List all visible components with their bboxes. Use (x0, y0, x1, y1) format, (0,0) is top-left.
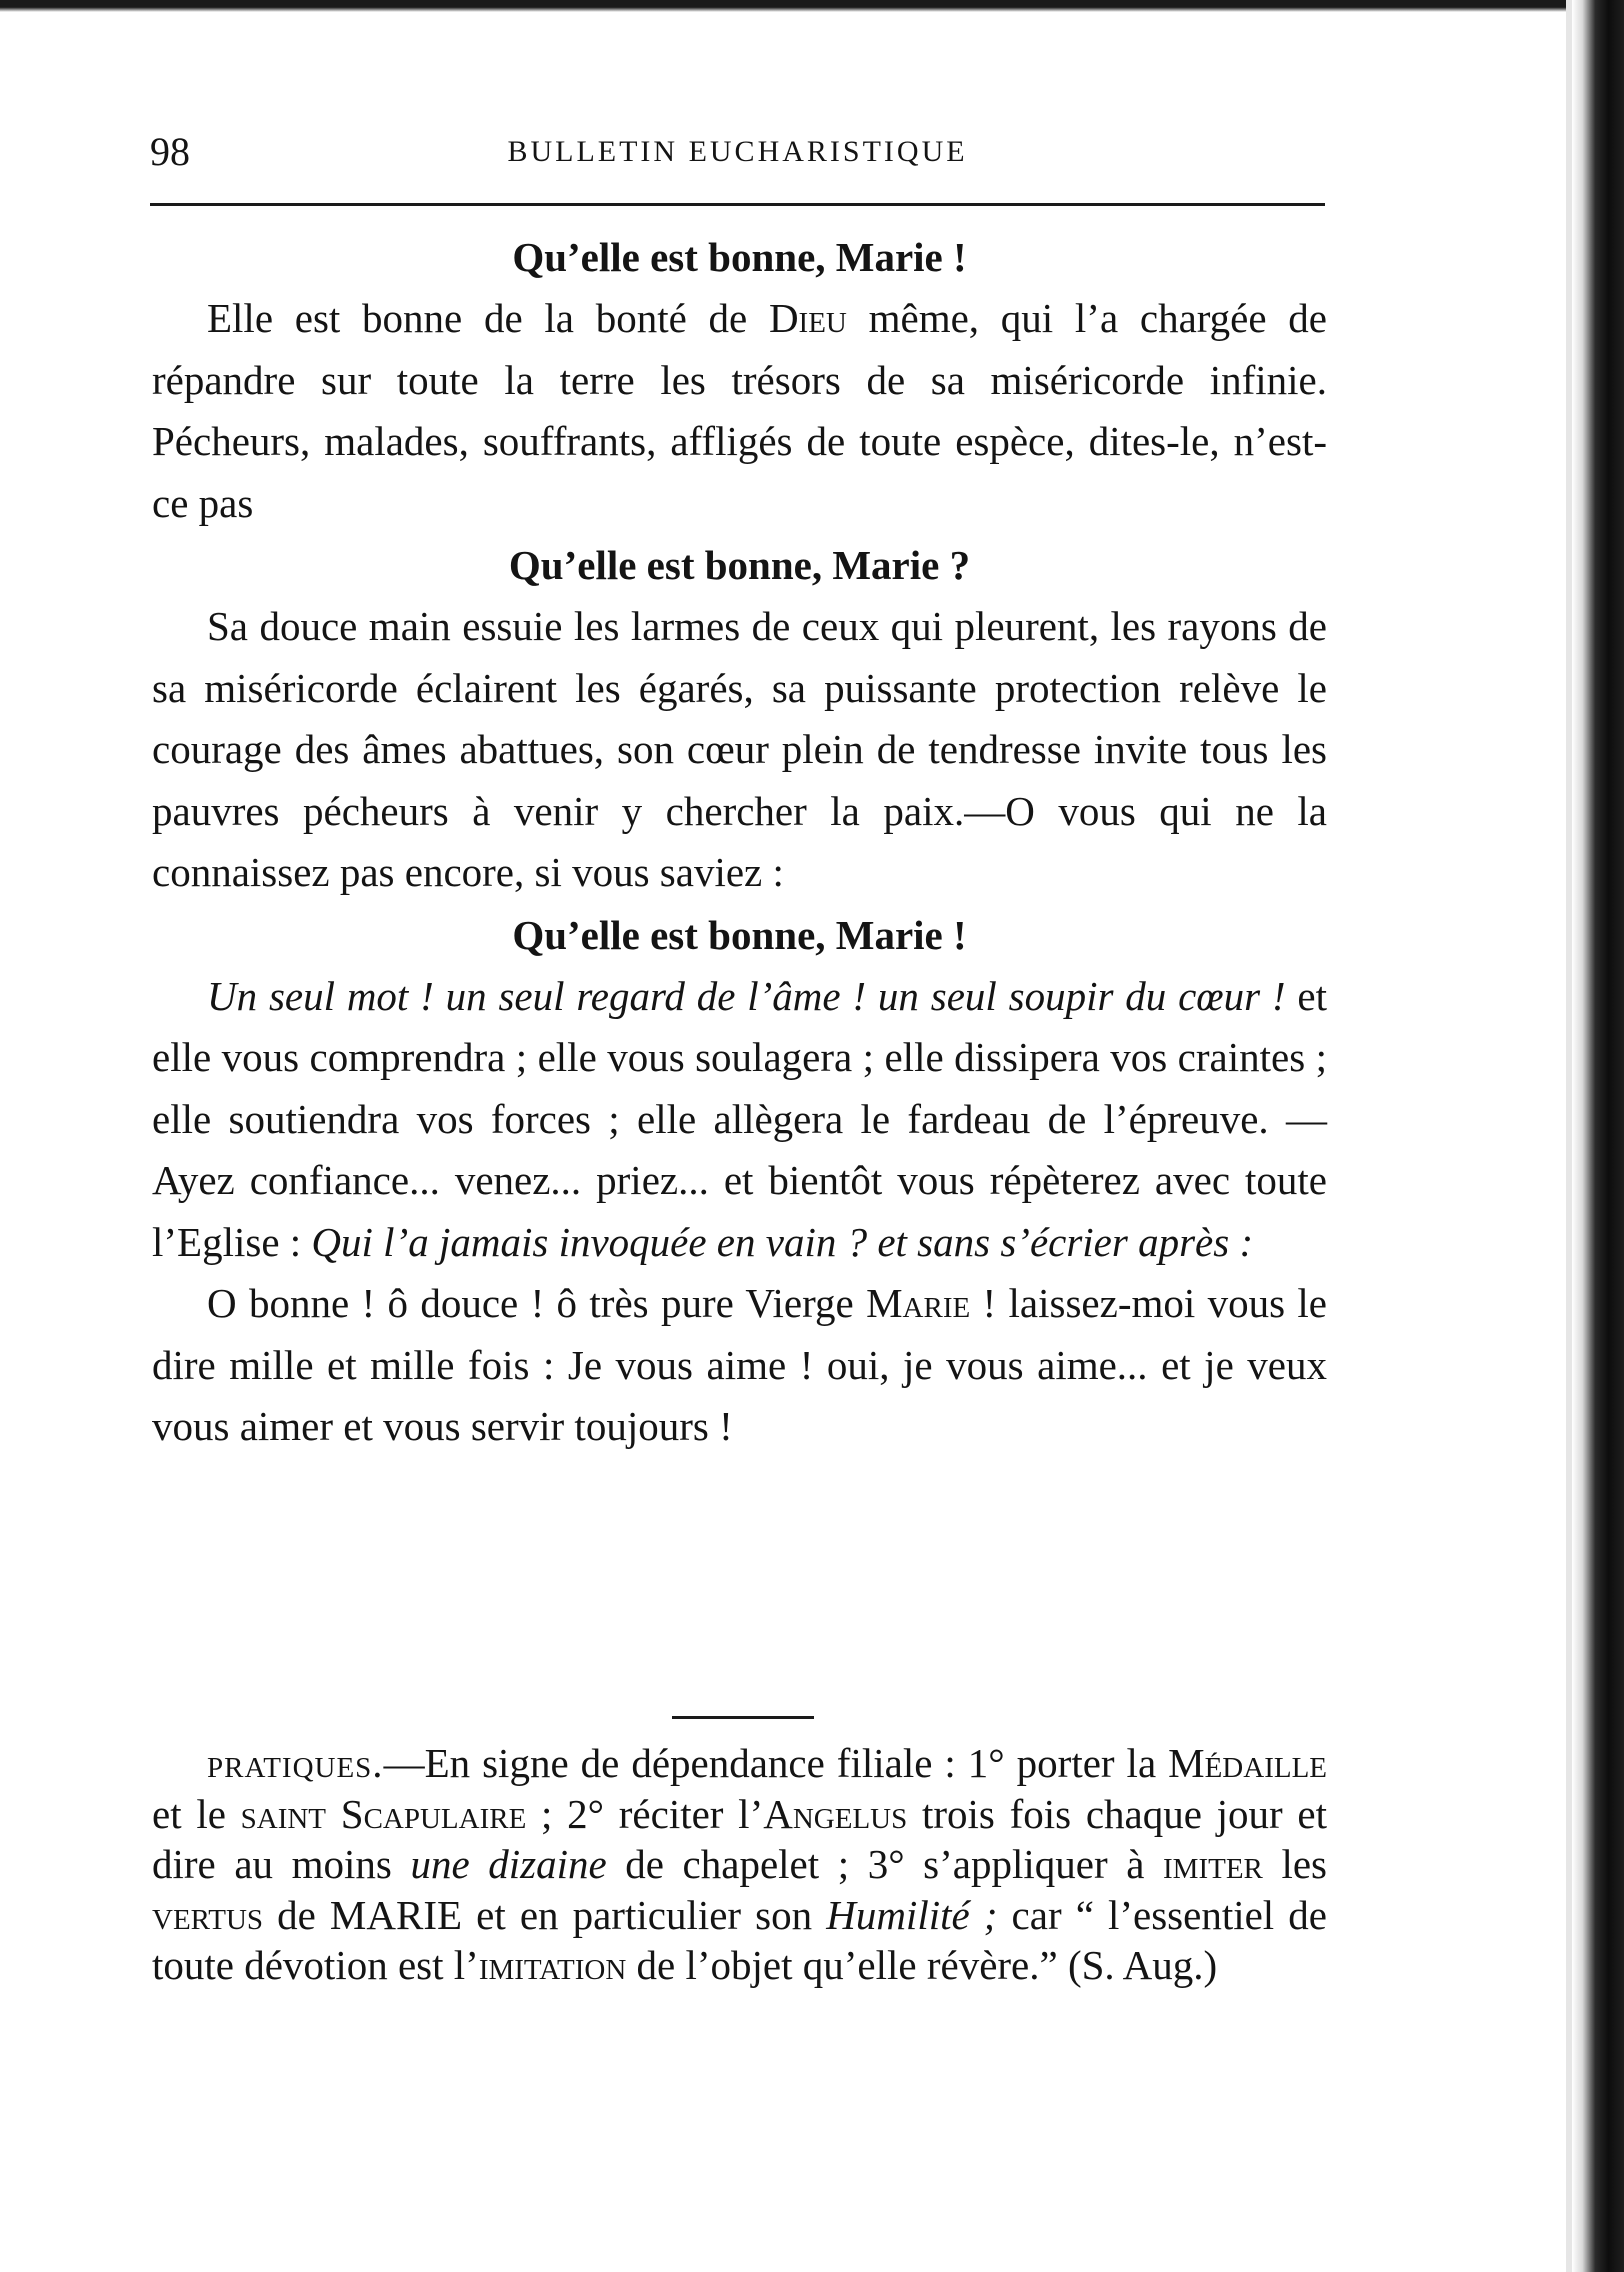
paragraph-2: Sa douce main essuie les larmes de ceux qui pleurent, les rayons de sa miséricorde éclairent les égarés, sa puissante protection relève le courage des âmes abattues, son cœur plein de tendresse invite tous les pauvres pécheurs à venir y chercher la paix.—O vous qui ne la connaissez pas encore, si vous saviez : (152, 603, 1327, 895)
word-scapulaire: Scapulaire (340, 1790, 527, 1837)
running-head (150, 122, 1325, 182)
word-medaille: Médaille (1168, 1740, 1327, 1786)
practices-text-10: de l’objet qu’elle révère.” (S. Aug.) (626, 1942, 1218, 1988)
phrase-une-dizaine: une dizaine (410, 1841, 607, 1887)
practices-text-6: de chapelet ; 3° s’appliquer à (606, 1841, 1163, 1887)
paragraph-1-text-b: même, qui l’a chargée de répandre sur toute la terre les trésors de sa miséricorde infinie. Pécheurs, malades, souffrants, affligés de toute espèce, dites-le, n’est-ce pas (152, 295, 1327, 526)
practices-text-2: et le (152, 1790, 241, 1837)
paragraph-4-text-b: ! laissez-moi vous le dire mille et mille fois : Je vous aime ! oui, je vous aime... et je veux vous aimer et vous servir toujours ! (152, 1280, 1327, 1449)
refrain-3: Qu’elle est bonne, Marie ! (512, 911, 967, 958)
paragraph-4-text-a: O bonne ! ô douce ! ô très pure Vierge (207, 1280, 867, 1326)
page-number: 98 (150, 129, 190, 174)
word-vertus: vertus (152, 1891, 264, 1938)
practices-paragraph (152, 1738, 1327, 1991)
section-divider (672, 1716, 814, 1719)
word-dieu: Dieu (768, 295, 847, 341)
word-humilite: Humilité ; (826, 1891, 998, 1938)
word-imitation: imitation (478, 1942, 627, 1988)
paragraph-3-italic-a: Un seul mot ! un seul regard de l’âme ! un seul soupir du cœur ! (207, 972, 1286, 1019)
main-text (152, 226, 1327, 1458)
refrain-2: Qu’elle est bonne, Marie ? (508, 542, 971, 588)
paragraph-3-text-b: et elle vous comprendra ; elle vous soulagera ; elle dissipera vos craintes ; elle soutiendra vos forces ; elle allègera le fardeau de l’épreuve. — Ayez confiance... venez... priez... et bientôt vous répèterez avec toute l’Eglise : (152, 972, 1327, 1265)
practices-text-4: ; 2° réciter l’ (526, 1790, 764, 1837)
practices-text-9: car “ l’essentiel de toute dévotion est l’ (152, 1891, 1327, 1988)
practices-text-7: les (1262, 1841, 1328, 1887)
paragraph-1 (152, 288, 1327, 534)
practices-text-8: de MARIE et en particulier son (263, 1891, 827, 1938)
paragraph-3 (152, 966, 1327, 1274)
word-marie: Marie (866, 1280, 971, 1326)
refrain-1: Qu’elle est bonne, Marie ! (512, 234, 967, 280)
header-rule (150, 203, 1325, 206)
paragraph-3-italic-c: Qui l’a jamais invoquée en vain ? et sans s’écrier après : (311, 1218, 1254, 1265)
word-saint: saint (240, 1790, 327, 1837)
word-imiter: imiter (1163, 1841, 1263, 1887)
paragraph-4 (152, 1273, 1327, 1458)
paragraph-1-text-a: Elle est bonne de la bonté de (207, 295, 769, 341)
scan-top-edge (0, 0, 1624, 12)
practices-text-3 (326, 1791, 341, 1837)
binding-shadow (1572, 0, 1624, 2272)
practices-text-1: —En signe de dépendance filiale : 1° porter la (383, 1740, 1169, 1786)
running-title: BULLETIN EUCHARISTIQUE (507, 135, 968, 168)
practices-label: pratiques. (207, 1740, 384, 1786)
word-angelus: Angelus (763, 1790, 908, 1837)
practices-text-5: trois fois chaque jour et dire au moins (152, 1790, 1327, 1887)
